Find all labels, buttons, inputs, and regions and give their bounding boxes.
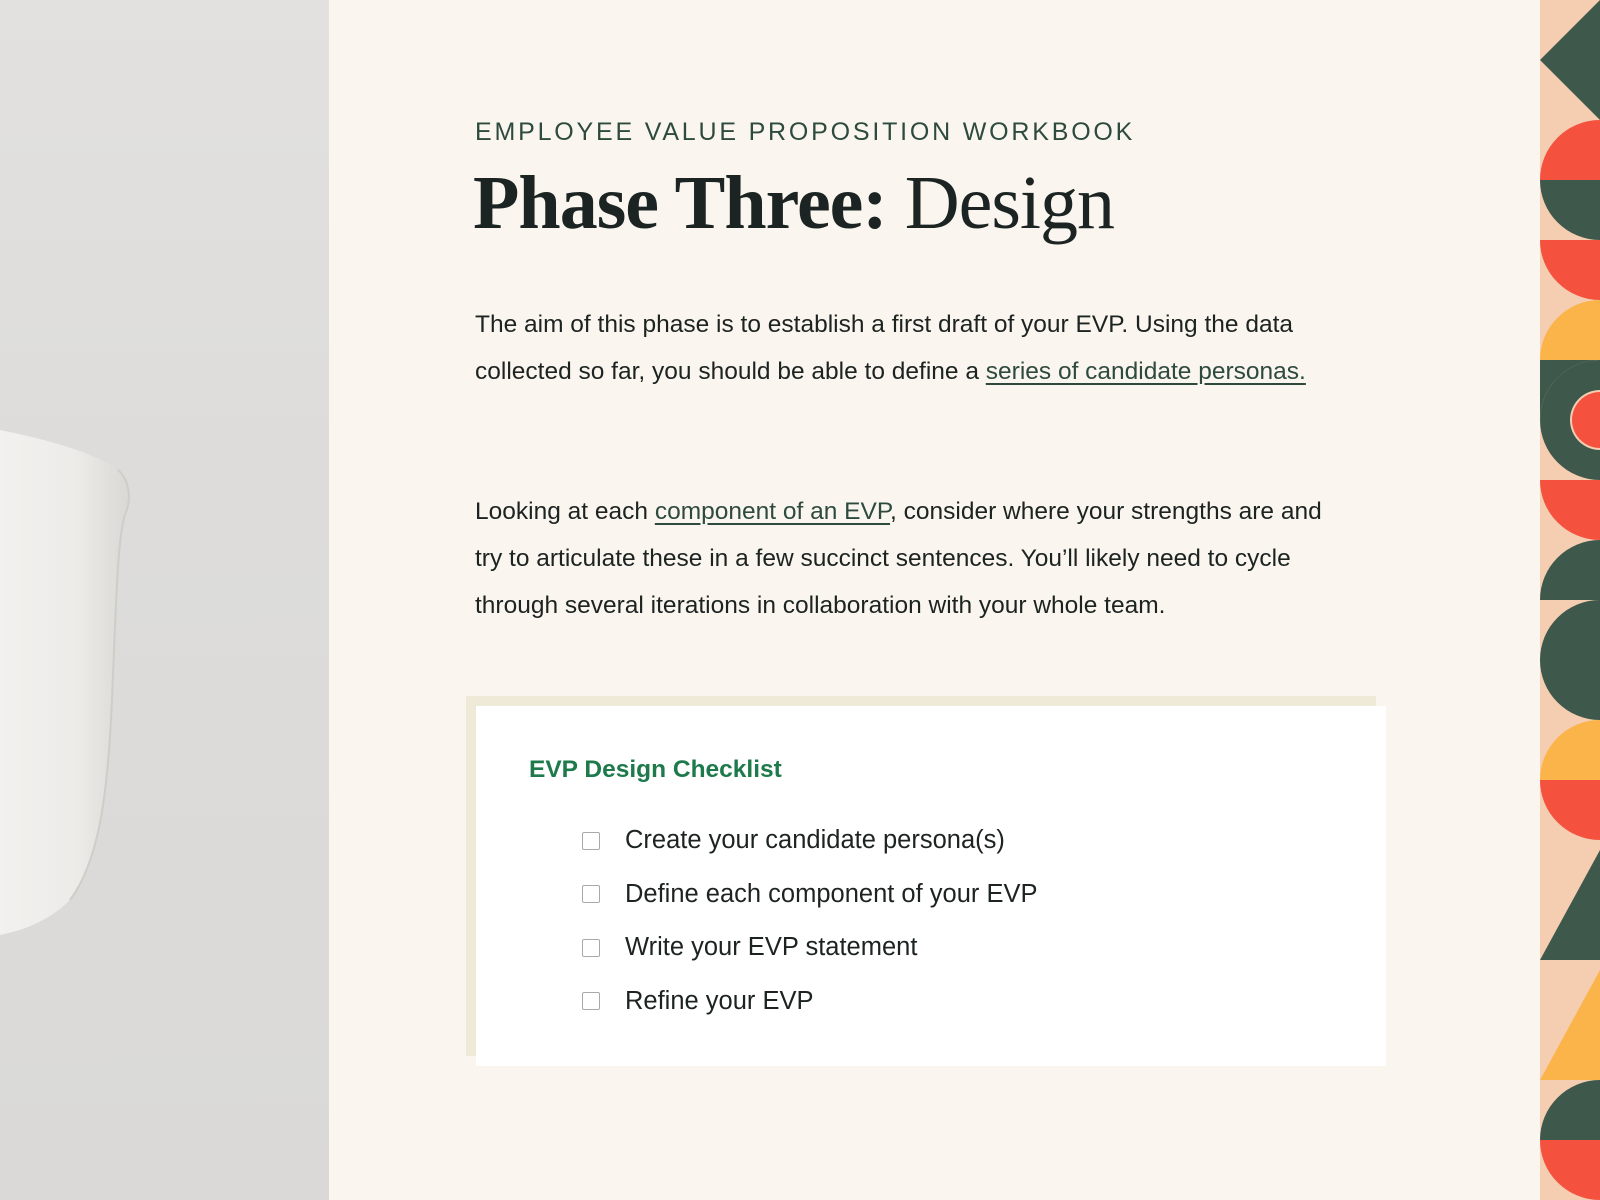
evp-component-link[interactable]: component of an EVP — [654, 498, 891, 525]
checkbox[interactable] — [582, 885, 600, 903]
checklist-title: EVP Design Checklist — [529, 756, 782, 783]
checkbox[interactable] — [582, 832, 600, 850]
checklist-item[interactable] — [582, 975, 1038, 1029]
checkbox[interactable] — [582, 939, 600, 957]
white-vase-image — [0, 0, 329, 1200]
eyebrow-label: EMPLOYEE VALUE PROPOSITION WORKBOOK — [475, 118, 1136, 146]
intro-p2-after: , consider where your strengths are and try to articulate these in a few succinct sentences. You’ll likely need to cycle through several iterations in collaboration with your whole team. — [475, 498, 1322, 619]
checkbox[interactable] — [582, 992, 600, 1010]
intro-p2-before: Looking at each — [475, 498, 655, 525]
candidate-personas-link[interactable]: series of candidate personas. — [985, 358, 1306, 385]
page-title — [473, 160, 1114, 247]
intro-paragraph-2 — [475, 488, 1355, 629]
intro-p1-text: The aim of this phase is to establish a first draft of your EVP. Using the data collected so far, you should be able to define a — [475, 311, 1293, 385]
checklist-item-label: Create your candidate persona(s) — [625, 826, 1005, 855]
checklist-item[interactable] — [582, 868, 1038, 922]
checklist-card — [476, 706, 1386, 1066]
intro-paragraph-1 — [475, 301, 1355, 395]
hero-photo — [0, 0, 329, 1200]
geometric-pattern-icon — [1540, 0, 1600, 1200]
checklist — [582, 814, 1038, 1028]
title-regular-part: Design — [904, 161, 1115, 245]
checklist-item[interactable] — [582, 921, 1038, 975]
checklist-item-label: Write your EVP statement — [625, 933, 918, 962]
decorative-pattern-strip — [1540, 0, 1600, 1200]
checklist-item-label: Refine your EVP — [625, 986, 814, 1015]
checklist-item[interactable] — [582, 814, 1038, 868]
title-bold-part: Phase Three: — [473, 161, 887, 245]
checklist-item-label: Define each component of your EVP — [625, 879, 1038, 908]
